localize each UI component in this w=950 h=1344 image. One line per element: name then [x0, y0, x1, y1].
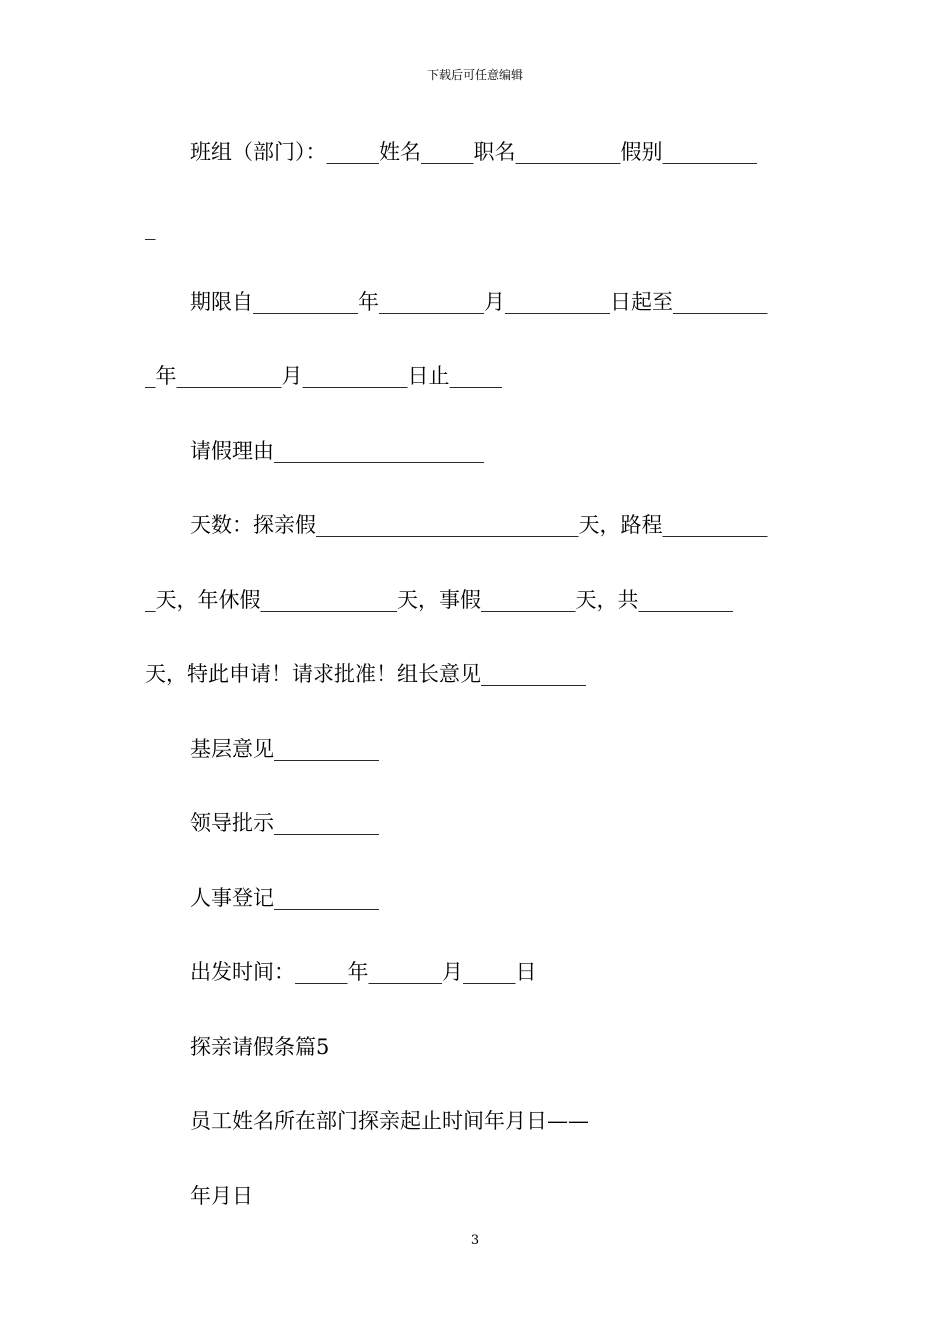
text-line-departure-time: 出发时间：_____年_______月_____日 [190, 960, 537, 984]
text-line-leave-types: _天，年休假_____________天，事假_________天，共_________ [145, 588, 733, 612]
text-line-base-opinion: 基层意见__________ [190, 737, 379, 761]
text-line-request: 天，特此申请！请求批准！组长意见__________ [145, 662, 586, 686]
section-title: 探亲请假条篇5 [190, 1035, 330, 1059]
page-number: 3 [470, 1233, 480, 1248]
text-line-leader-approval: 领导批示__________ [190, 811, 379, 835]
text-line-employee-info: 员工姓名所在部门探亲起止时间年月日—— [190, 1109, 589, 1133]
page-header: 下载后可任意编辑 [426, 68, 523, 82]
text-line-team-info: 班组（部门）：_____姓名_____职名__________假别_________ [190, 140, 757, 164]
text-line-reason: 请假理由____________________ [190, 439, 484, 463]
text-line-days: 天数：探亲假_________________________天，路程__________ [190, 513, 768, 537]
text-line-continuation: _ [145, 216, 156, 240]
text-line-period-start: 期限自__________年__________月__________日起至_________ [190, 290, 768, 314]
text-line-date: 年月日 [190, 1184, 253, 1208]
text-line-hr-registration: 人事登记__________ [190, 886, 379, 910]
text-line-period-end: _年__________月__________日止_____ [145, 364, 502, 388]
